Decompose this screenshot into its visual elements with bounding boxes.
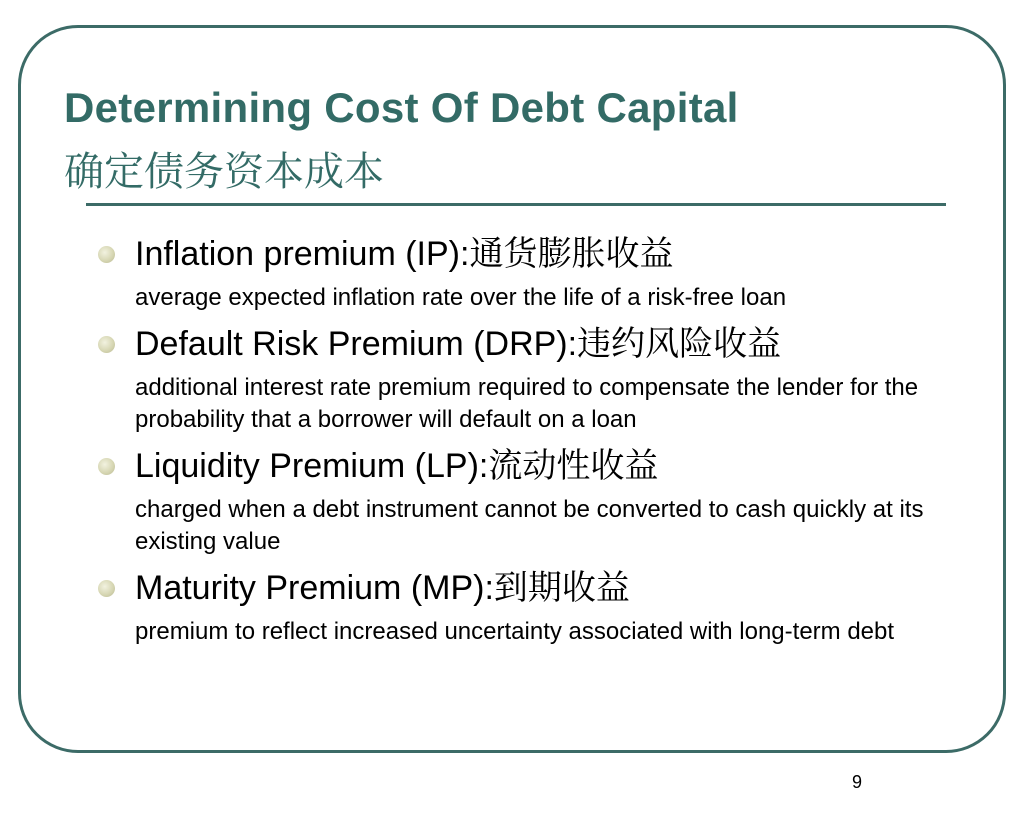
bullet-heading: Inflation premium (IP):通货膨胀收益 [135,235,674,273]
bullet-item-maturity-premium [98,564,968,648]
bullet-heading: Default Risk Premium (DRP):违约风险收益 [135,325,782,363]
bullet-item-inflation-premium [98,230,968,314]
bullet-item-liquidity-premium [98,442,968,558]
bullet-description: charged when a debt instrument cannot be converted to cash quickly at its existing value [135,496,924,555]
slide-subtitle-chinese: 确定债务资本成本 [64,149,384,195]
bullet-icon [98,458,115,475]
bullet-description: premium to reflect increased uncertainty associated with long-term debt [135,618,895,645]
bullet-list [98,230,968,654]
bullet-icon [98,336,115,353]
bullet-icon [98,246,115,263]
bullet-item-default-risk-premium [98,320,968,436]
page-number: 9 [852,772,863,792]
bullet-icon [98,580,115,597]
bullet-description: average expected inflation rate over the life of a risk-free loan [135,284,787,311]
bullet-heading: Maturity Premium (MP):到期收益 [135,569,630,607]
bullet-heading: Liquidity Premium (LP):流动性收益 [135,447,659,485]
slide-title: Determining Cost Of Debt Capital [64,84,739,131]
bullet-description: additional interest rate premium required to compensate the lender for the probability that a borrower will default on a loan [135,374,919,433]
title-divider [86,203,946,206]
